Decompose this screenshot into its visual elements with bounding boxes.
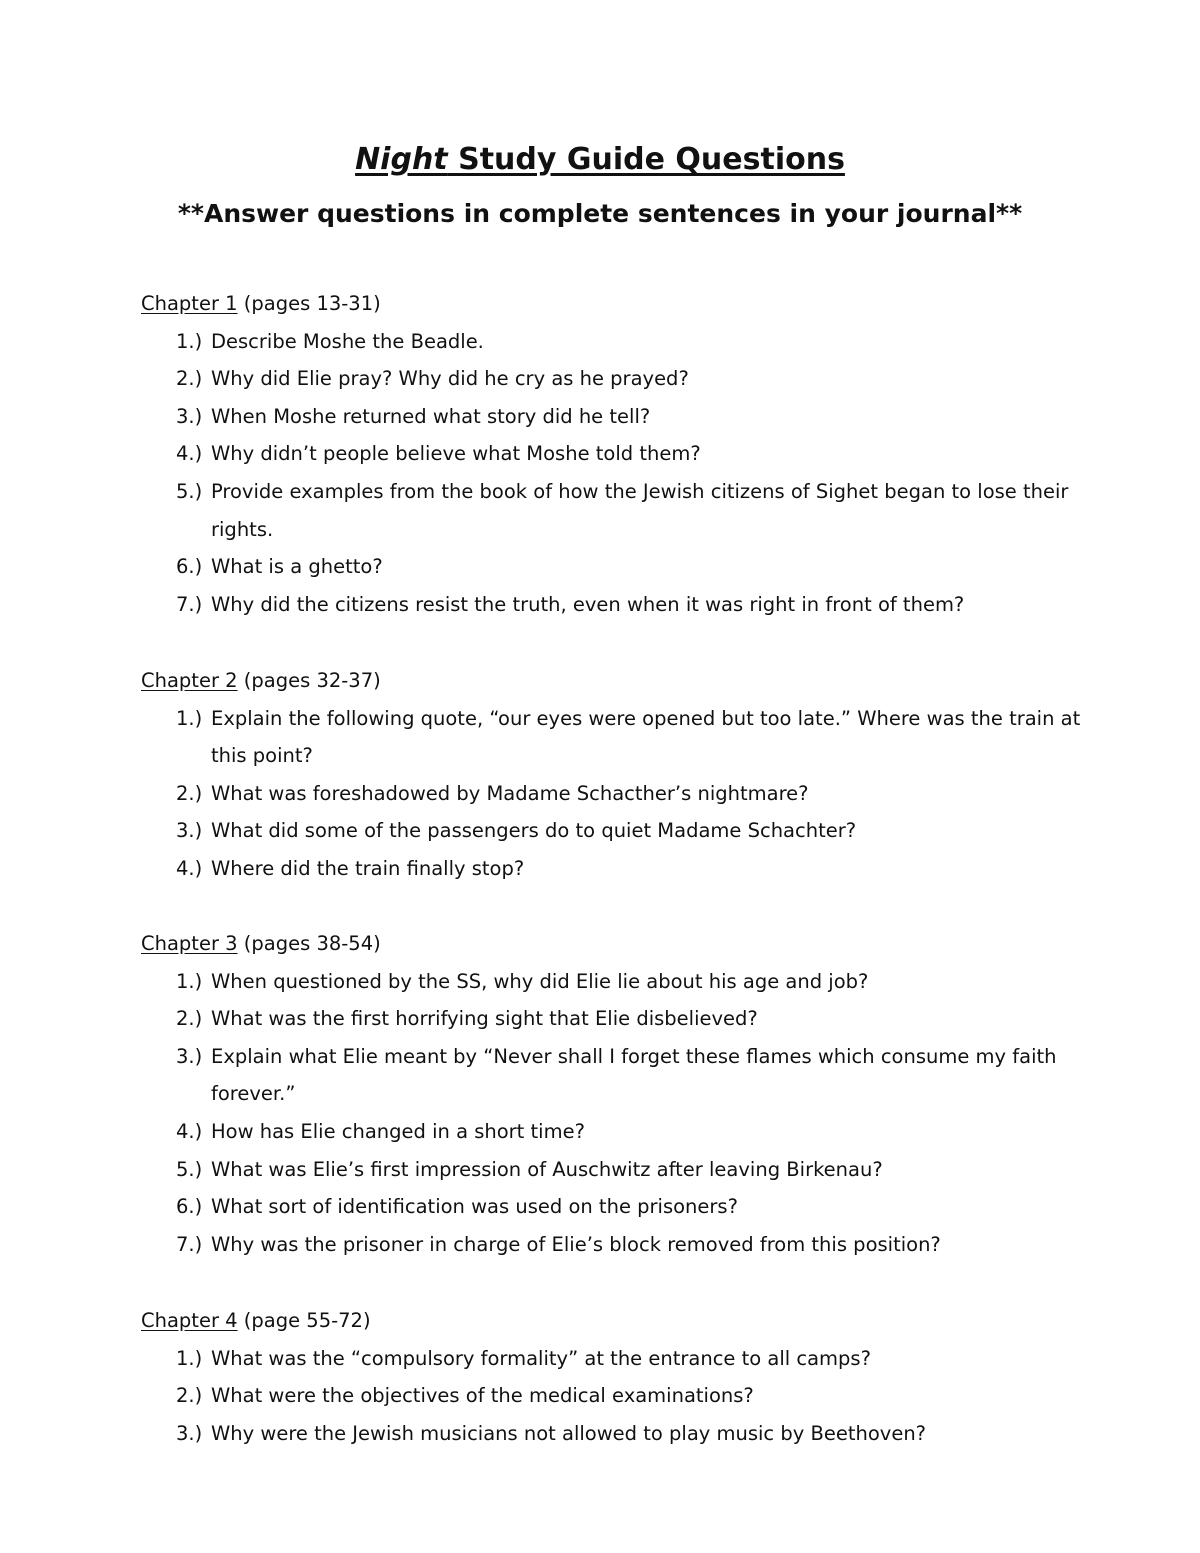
instruction-text: **Answer questions in complete sentences in your journal** (177, 199, 1023, 228)
question-text: What is a ghetto? (211, 555, 383, 579)
question-item (141, 360, 1081, 398)
question-item (141, 1151, 1081, 1189)
question-text: When Moshe returned what story did he tell? (211, 404, 651, 428)
chapter-section-2 (141, 662, 1081, 888)
question-item (141, 963, 1081, 1001)
question-number: 4.) (176, 856, 203, 880)
question-number: 1.) (176, 706, 203, 730)
question-item (141, 323, 1081, 361)
chapter-name: Chapter 1 (141, 292, 238, 315)
chapter-pages: (pages 32-37) (237, 669, 381, 692)
question-list (141, 1340, 1081, 1453)
chapter-pages: (pages 38-54) (237, 932, 381, 955)
question-item (141, 1377, 1081, 1415)
question-number: 2.) (176, 781, 203, 805)
question-item (141, 1415, 1081, 1453)
question-number: 7.) (176, 592, 203, 616)
question-text: Why was the prisoner in charge of Elie’s block removed from this position? (211, 1232, 941, 1256)
question-item (141, 1113, 1081, 1151)
question-text: Where did the train finally stop? (211, 856, 525, 880)
question-number: 3.) (176, 1421, 203, 1445)
question-item (141, 1000, 1081, 1038)
question-item (141, 812, 1081, 850)
chapter-section-1 (141, 285, 1081, 623)
question-text: Why did Elie pray? Why did he cry as he prayed? (211, 367, 689, 391)
question-item (141, 586, 1081, 624)
question-text: When questioned by the SS, why did Elie lie about his age and job? (211, 969, 869, 993)
question-text: What did some of the passengers do to quiet Madame Schachter? (211, 819, 857, 843)
question-list (141, 323, 1081, 624)
chapter-section-4 (141, 1302, 1081, 1452)
chapter-pages: (page 55-72) (237, 1309, 371, 1332)
question-number: 1.) (176, 1346, 203, 1370)
question-text: Why were the Jewish musicians not allowed to play music by Beethoven? (211, 1421, 927, 1445)
question-item (141, 473, 1081, 548)
page-title (0, 138, 1200, 182)
chapter-name: Chapter 3 (141, 932, 238, 955)
chapter-name: Chapter 4 (141, 1309, 238, 1332)
question-item (141, 1340, 1081, 1378)
title-book-name: Night (355, 142, 448, 177)
question-text: What sort of identification was used on the prisoners? (211, 1195, 738, 1219)
chapter-heading (141, 662, 1081, 700)
chapter-heading (141, 285, 1081, 323)
question-number: 2.) (176, 367, 203, 391)
question-list (141, 963, 1081, 1264)
chapter-section-3 (141, 925, 1081, 1263)
question-number: 2.) (176, 1007, 203, 1031)
question-number: 7.) (176, 1232, 203, 1256)
question-number: 3.) (176, 819, 203, 843)
title-rest: Study Guide Questions (447, 142, 845, 177)
question-text: Describe Moshe the Beadle. (211, 329, 484, 353)
question-number: 4.) (176, 442, 203, 466)
question-number: 3.) (176, 404, 203, 428)
question-text: Explain what Elie meant by “Never shall I forget these flames which consume my faith forever.” (211, 1044, 1057, 1106)
question-text: Why didn’t people believe what Moshe told them? (211, 442, 701, 466)
question-text: Explain the following quote, “our eyes were opened but too late.” Where was the train at this point? (211, 706, 1081, 768)
question-number: 6.) (176, 555, 203, 579)
question-text: Why did the citizens resist the truth, even when it was right in front of them? (211, 592, 965, 616)
chapter-pages: (pages 13-31) (237, 292, 381, 315)
question-item (141, 775, 1081, 813)
question-item (141, 850, 1081, 888)
question-item (141, 548, 1081, 586)
question-text: What was Elie’s first impression of Auschwitz after leaving Birkenau? (211, 1157, 883, 1181)
chapter-name: Chapter 2 (141, 669, 238, 692)
chapter-heading (141, 1302, 1081, 1340)
question-number: 3.) (176, 1044, 203, 1068)
chapter-heading (141, 925, 1081, 963)
question-text: How has Elie changed in a short time? (211, 1119, 585, 1143)
question-number: 6.) (176, 1195, 203, 1219)
question-number: 5.) (176, 479, 203, 503)
question-text: What were the objectives of the medical examinations? (211, 1384, 754, 1408)
question-item (141, 1188, 1081, 1226)
question-number: 1.) (176, 329, 203, 353)
question-item (141, 398, 1081, 436)
question-list (141, 700, 1081, 888)
question-item (141, 1038, 1081, 1113)
question-item (141, 700, 1081, 775)
question-item (141, 435, 1081, 473)
question-item (141, 1226, 1081, 1264)
question-text: What was the “compulsory formality” at the entrance to all camps? (211, 1346, 871, 1370)
question-number: 2.) (176, 1384, 203, 1408)
question-number: 4.) (176, 1119, 203, 1143)
question-number: 1.) (176, 969, 203, 993)
question-text: What was the first horrifying sight that Elie disbelieved? (211, 1007, 758, 1031)
question-text: Provide examples from the book of how the Jewish citizens of Sighet began to lose their rights. (211, 479, 1069, 541)
question-number: 5.) (176, 1157, 203, 1181)
question-text: What was foreshadowed by Madame Schacther’s nightmare? (211, 781, 809, 805)
